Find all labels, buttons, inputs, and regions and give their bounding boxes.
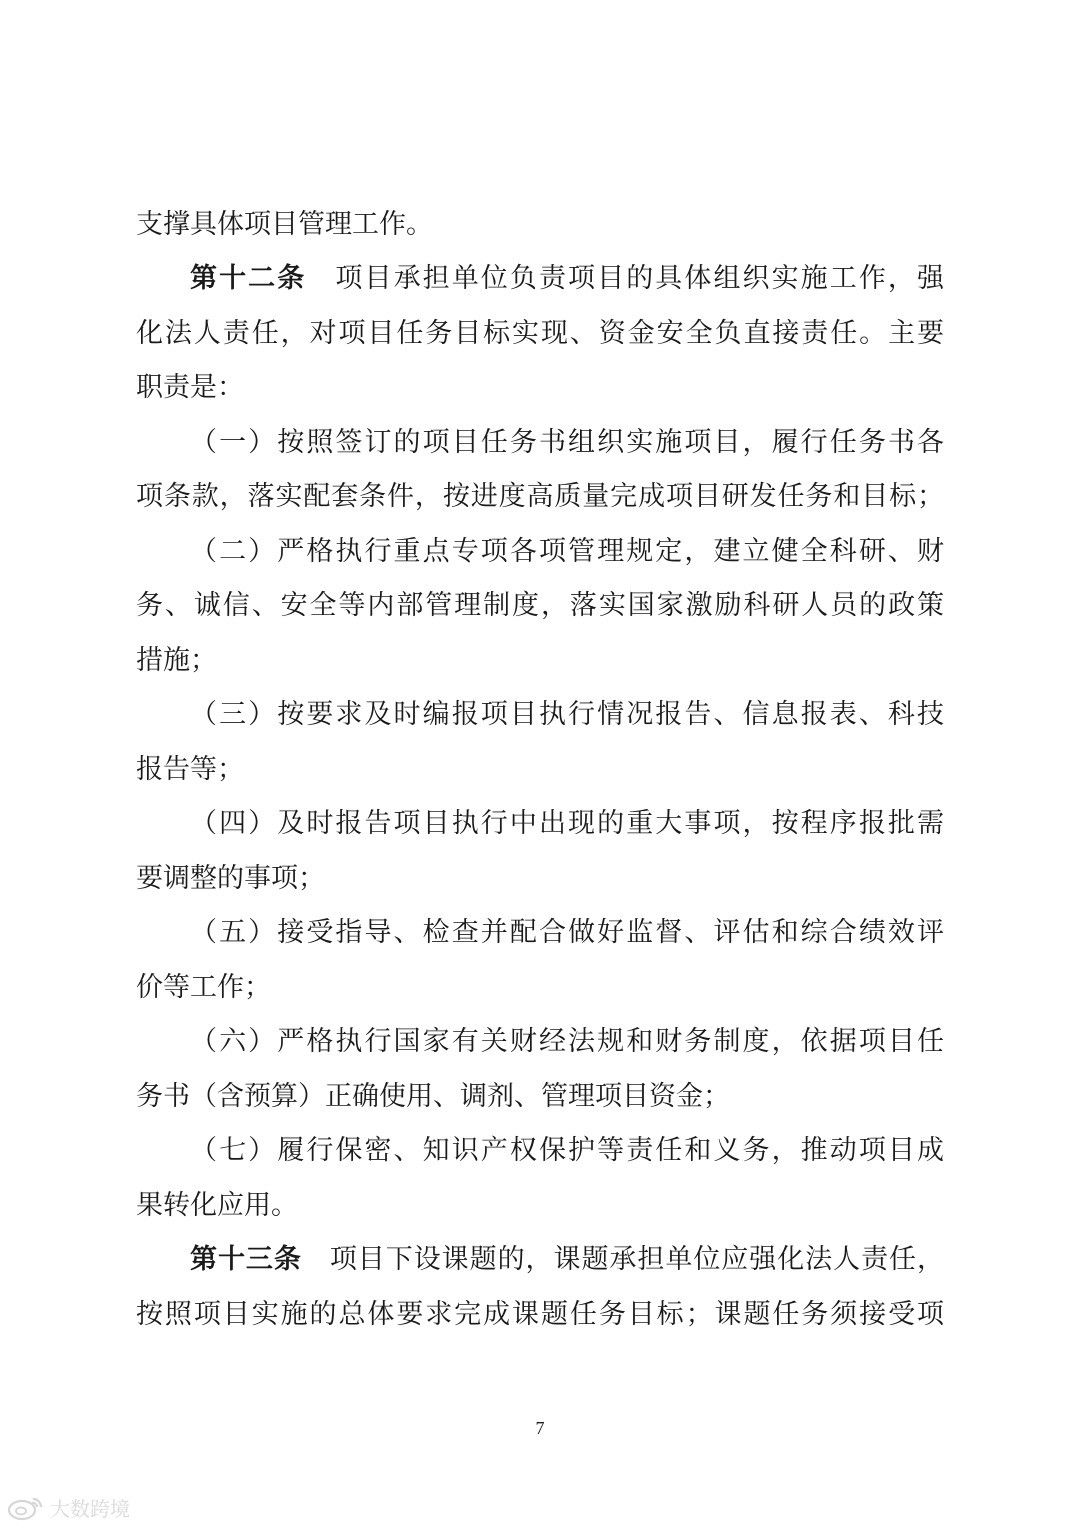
list-item-line: （二）严格执行重点专项各项管理规定，建立健全科研、财 xyxy=(190,536,944,567)
paragraph-line: 务、诚信、安全等内部管理制度，落实国家激励科研人员的政策 xyxy=(136,590,944,621)
paragraph-line: 务书（含预算）正确使用、调剂、管理项目资金； xyxy=(136,1081,730,1112)
paragraph-line: 项条款，落实配套条件，按进度高质量完成项目研发任务和目标； xyxy=(136,481,944,512)
article-12-first-line xyxy=(190,259,944,299)
list-item-line: （五）接受指导、检查并配合做好监督、评估和综合绩效评 xyxy=(190,917,944,948)
paragraph-line: 措施； xyxy=(136,645,217,676)
paragraph-line: 支撑具体项目管理工作。 xyxy=(136,209,433,240)
article-13-text: 项目下设课题的，课题承担单位应强化法人责任， xyxy=(328,1244,945,1275)
watermark-text: 大数跨境 xyxy=(50,1496,130,1521)
list-item-line: （七）履行保密、知识产权保护等责任和义务，推动项目成 xyxy=(190,1135,944,1166)
list-item-line: （四）及时报告项目执行中出现的重大事项，按程序报批需 xyxy=(190,808,944,839)
paragraph-line: 价等工作； xyxy=(136,972,271,1003)
page-number: 7 xyxy=(535,1418,545,1438)
list-item-line: （一）按照签订的项目任务书组织实施项目，履行任务书各 xyxy=(190,427,944,458)
paragraph-line: 化法人责任，对项目任务目标实现、资金安全负直接责任。主要 xyxy=(136,318,944,349)
list-item-line: （三）按要求及时编报项目执行情况报告、信息报表、科技 xyxy=(190,699,944,730)
article-12-heading: 第十二条 xyxy=(190,263,307,294)
paragraph-line: 果转化应用。 xyxy=(136,1190,298,1221)
article-13-first-line xyxy=(190,1240,944,1280)
paragraph-line: 要调整的事项； xyxy=(136,863,325,894)
paragraph-line: 报告等； xyxy=(136,754,244,785)
weibo-logo-icon xyxy=(6,1493,46,1521)
watermark xyxy=(6,1490,130,1524)
article-12-text: 项目承担单位负责项目的具体组织实施工作，强 xyxy=(333,263,945,294)
article-13-heading: 第十三条 xyxy=(190,1244,302,1275)
paragraph-line: 按照项目实施的总体要求完成课题任务目标；课题任务须接受项 xyxy=(136,1299,944,1330)
list-item-line: （六）严格执行国家有关财经法规和财务制度，依据项目任 xyxy=(190,1026,944,1057)
paragraph-line: 职责是： xyxy=(136,372,244,403)
